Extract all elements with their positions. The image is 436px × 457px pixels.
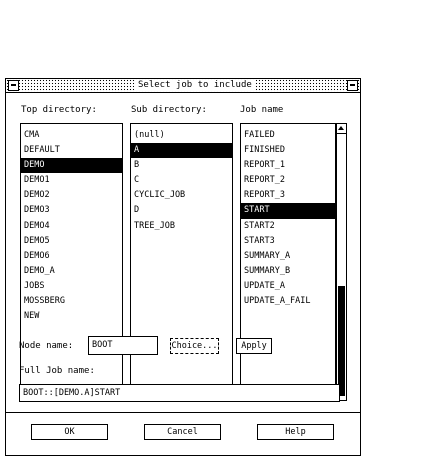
list-item[interactable]: DEMO3	[24, 205, 50, 216]
top-directory-label: Top directory:	[21, 105, 97, 115]
cancel-button[interactable]: Cancel	[144, 424, 221, 440]
job-list-scrollbar[interactable]	[336, 123, 347, 401]
list-item[interactable]: UPDATE_A	[244, 280, 285, 291]
job-name-list[interactable]	[240, 123, 336, 401]
full-job-name-label: Full Job name:	[19, 366, 95, 376]
list-item[interactable]: MOSSBERG	[24, 296, 65, 307]
top-directory-list[interactable]	[20, 123, 123, 401]
list-item[interactable]: DEMO2	[24, 190, 50, 201]
sub-directory-list[interactable]	[130, 123, 233, 401]
list-item[interactable]: DEFAULT	[24, 145, 60, 156]
separator	[6, 412, 360, 413]
list-item[interactable]: REPORT_1	[244, 160, 285, 171]
list-item[interactable]: D	[134, 205, 140, 216]
list-item[interactable]: REPORT_3	[244, 190, 285, 201]
list-item[interactable]: DEMO1	[24, 175, 50, 186]
help-button[interactable]: Help	[257, 424, 334, 440]
list-item[interactable]: TREE_JOB	[134, 220, 175, 231]
list-item[interactable]: DEMO5	[24, 235, 50, 246]
list-item[interactable]: REPORT_2	[244, 175, 285, 186]
list-item[interactable]: START2	[244, 220, 275, 231]
window-title: Select job to include	[135, 80, 255, 91]
minimize-icon[interactable]	[347, 80, 358, 91]
window-menu-icon[interactable]	[8, 80, 19, 91]
list-item[interactable]: C	[134, 175, 140, 186]
list-item[interactable]: B	[134, 160, 140, 171]
list-item[interactable]: CMA	[24, 130, 40, 140]
list-item[interactable]: DEMO_A	[24, 265, 55, 276]
title-bar[interactable]	[6, 79, 360, 93]
list-item[interactable]: NEW	[24, 311, 40, 322]
choice-button[interactable]: Choice...	[170, 338, 219, 354]
list-item[interactable]: DEMO4	[24, 220, 50, 231]
scroll-up-arrow-icon[interactable]	[337, 124, 346, 134]
list-item[interactable]: DEMO6	[24, 250, 50, 261]
ok-button[interactable]: OK	[31, 424, 108, 440]
list-item[interactable]: SUMMARY_A	[244, 250, 291, 261]
list-item[interactable]: JOBS	[24, 280, 45, 291]
list-item[interactable]: START3	[244, 235, 275, 246]
apply-button[interactable]: Apply	[236, 338, 272, 354]
list-item[interactable]: (null)	[134, 130, 165, 140]
list-item[interactable]: A	[131, 143, 232, 158]
scroll-thumb[interactable]	[338, 286, 345, 396]
list-item[interactable]: SUMMARY_B	[244, 265, 291, 276]
node-name-input[interactable]: BOOT	[88, 336, 158, 355]
node-name-label: Node name:	[19, 341, 74, 351]
list-item[interactable]: DEMO	[21, 158, 122, 173]
list-item[interactable]: FAILED	[244, 130, 275, 140]
full-job-name-input[interactable]: BOOT::[DEMO.A]START	[19, 384, 340, 402]
list-item[interactable]: FINISHED	[244, 145, 285, 156]
list-item[interactable]: UPDATE_A_FAIL	[244, 296, 311, 307]
list-item[interactable]: START	[241, 203, 335, 218]
select-job-dialog	[5, 78, 361, 456]
job-name-label: Job name	[240, 105, 284, 115]
list-item[interactable]: CYCLIC_JOB	[134, 190, 186, 201]
sub-directory-label: Sub directory:	[131, 105, 207, 115]
